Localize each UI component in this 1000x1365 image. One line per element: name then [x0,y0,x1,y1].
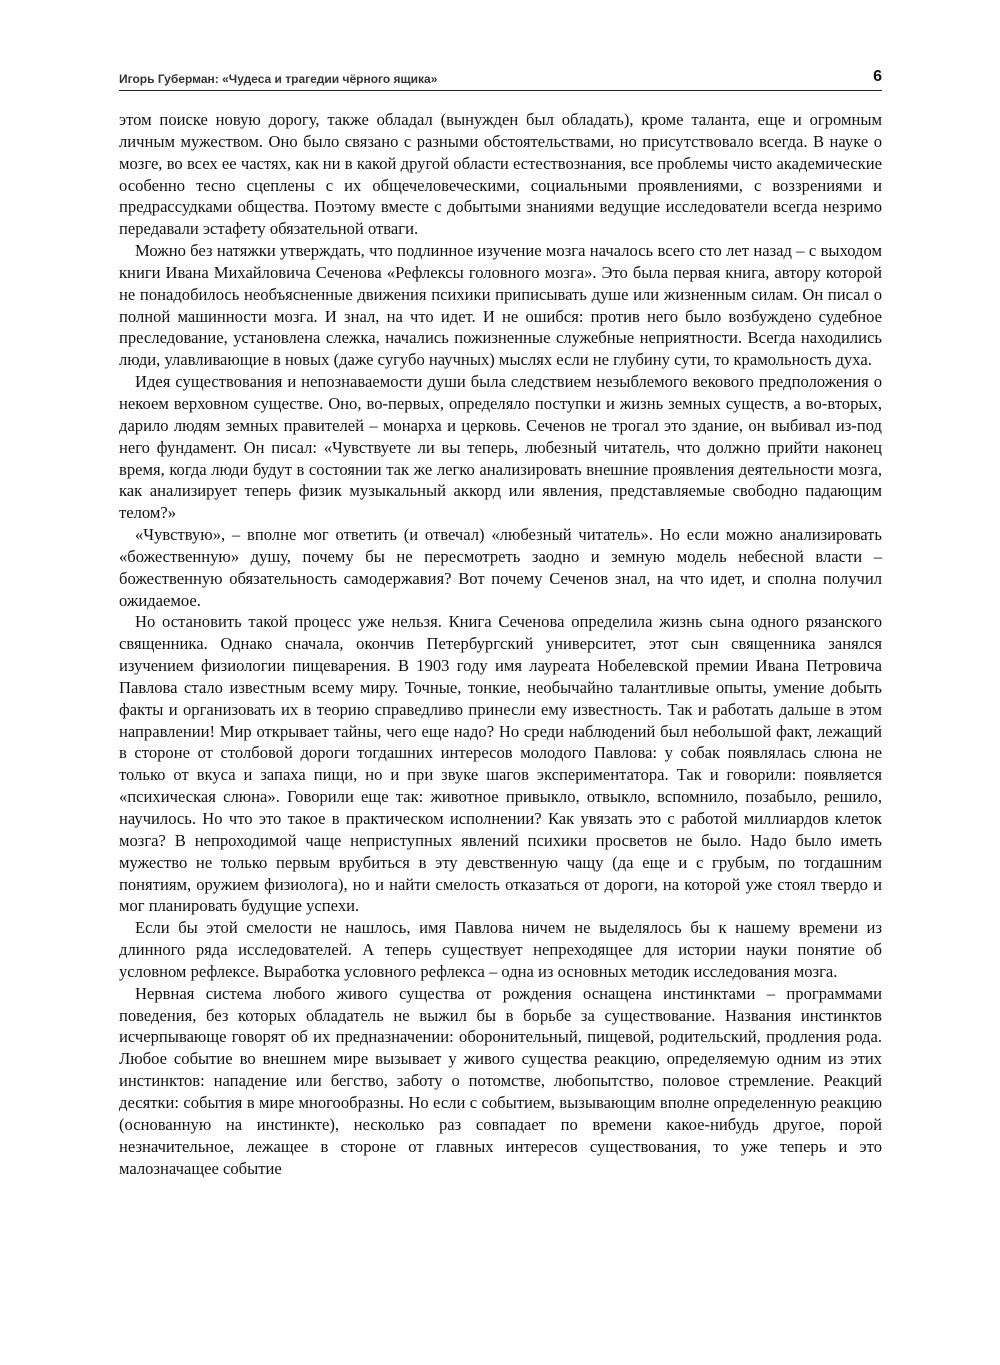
paragraph: Но остановить такой процесс уже нельзя. Книга Сеченова определила жизнь сына одного рязанского священника. Однако сначала, окончив Петербургский университет, этот сын священника занялся изучением физиологии пищеварения. В 1903 году имя лауреата Нобелевской премии Ивана Петровича Павлова стало известным всему миру. Точные, тонкие, необычайно талантливые опыты, умение добыть факты и организовать их в теорию справедливо принесли ему известность. Так и работать дальше в этом направлении! Мир открывает тайны, чего еще надо? Но среди наблюдений был небольшой факт, лежащий в стороне от столбовой дороги тогдашних интересов молодого Павлова: у собак появлялась слюна не только от вкуса и запаха пищи, но и при звуке шагов экспериментатора. Так и говорили: появляется «психическая слюна». Говорили еще так: животное привыкло, отвыкло, вспомнило, позабыло, решило, научилось. Но что это такое в практическом исполнении? Как увязать это с работой миллиардов клеток мозга? В непроходимой чаще неприступных явлений психики просветов не было. Надо было иметь мужество не только первым врубиться в эту девственную чащу (да еще и с грубым, по тогдашним понятиям, оружием физиолога), но и найти смелость отказаться от дороги, на которой уже стоял твердо и мог планировать будущие успехи. [119,612,882,916]
paragraph: Если бы этой смелости не нашлось, имя Павлова ничем не выделялось бы к нашему времени из длинного ряда исследователей. А теперь существует непреходящее для истории науки понятие об условном рефлексе. Выработка условного рефлекса – одна из основных методик исследования мозга. [119,918,882,981]
paragraph: Идея существования и непознаваемости души была следствием незыблемого векового предположения о некоем верховном существе. Оно, во-первых, определяло поступки и жизнь земных существ, а во-вторых, дарило людям земных правителей – монарха и церковь. Сеченов не трогал это здание, он выбивал из-под него фундамент. Он писал: «Чувствуете ли вы теперь, любезный читатель, что должно прийти наконец время, когда люди будут в состоянии так же легко анализировать внешние проявления деятельности мозга, как анализирует теперь физик музыкальный аккорд или явления, представляемые свободно падающим телом?» [119,372,882,523]
paragraph: Можно без натяжки утверждать, что подлинное изучение мозга началось всего сто лет назад – с выходом книги Ивана Михайловича Сеченова «Рефлексы головного мозга». Это была первая книга, автору которой не понадобилось необъясненные движения психики приписывать душе или жизненным силам. Он писал о полной машинности мозга. И знал, на что идет. И не ошибся: против него было возбуждено судебное преследование, установлена слежка, начались пожизненные служебные неприятности. Всегда находились люди, улавливающие в новых (даже сугубо научных) мыслях если не глубину сути, то крамольность духа. [119,241,882,370]
paragraph: Нервная система любого живого существа от рождения оснащена инстинктами – программами поведения, без которых обладатель не выжил бы в борьбе за существование. Названия инстинктов исчерпывающе говорят об их предназначении: оборонительный, пищевой, родительский, продления рода. Любое событие во внешнем мире вызывает у живого существа реакцию, определяемую одним из этих инстинктов: нападение или бегство, заботу о потомстве, любопытство, половое стремление. Реакций десятки: события в мире многообразны. Но если с событием, вызывающим вполне определенную реакцию (основанную на инстинкте), несколько раз совпадает по времени какое-нибудь другое, порой незначительное, лежащее в стороне от главных интересов существования, то уже теперь и это малозначащее событие [119,983,882,1178]
body-text [119,109,882,1179]
page-number: 6 [873,68,882,85]
paragraph: «Чувствую», – вполне мог ответить (и отвечал) «любезный читатель». Но если можно анализировать «божественную» душу, почему бы не пересмотреть заодно и земную модель небесной власти – божественную обязательность самодержавия? Вот почему Сеченов знал, на что идет, и сполна получил ожидаемое. [119,525,882,610]
paragraph-continuation: этом поиске новую дорогу, также обладал (вынужден был обладать), кроме таланта, еще и огромным личным мужеством. Оно было связано с разными обстоятельствами, но присутствовало всегда. В науке о мозге, во всех ее частях, как ни в какой другой области естествознания, все проблемы чисто академические особенно тесно сцеплены с их общечеловеческими, социальными проявлениями, с воззрениями и предрассудками общества. Поэтому вместе с добытыми знаниями ведущие исследователи всегда незримо передавали эстафету обязательной отваги. [119,110,882,239]
running-header [119,70,882,91]
book-title-header: Игорь Губерман: «Чудеса и трагедии чёрного ящика» [119,72,438,86]
